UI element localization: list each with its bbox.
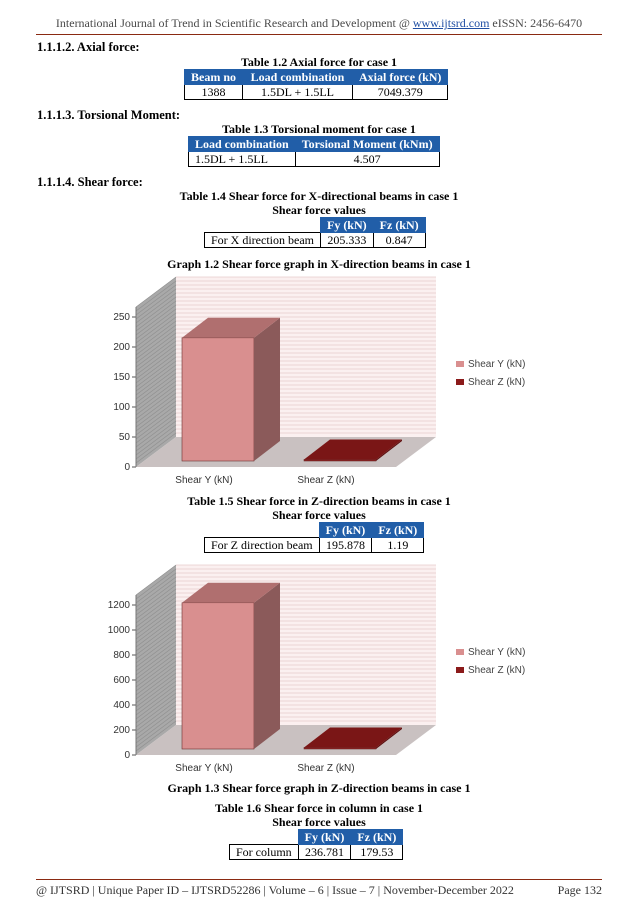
x-tick-label: Shear Y (kN) bbox=[175, 763, 233, 774]
legend-swatch bbox=[456, 379, 464, 385]
table-corner bbox=[230, 830, 299, 845]
table-cell: 0.847 bbox=[373, 233, 425, 248]
table-1-6-subcaption: Shear force values bbox=[272, 815, 366, 829]
x-tick-label: Shear Y (kN) bbox=[175, 475, 233, 486]
y-tick-label: 150 bbox=[113, 372, 130, 383]
graph-1-3-caption: Graph 1.3 Shear force graph in Z-direction beams in case 1 bbox=[167, 781, 471, 795]
page-footer bbox=[36, 883, 602, 898]
x-tick-label: Shear Z (kN) bbox=[297, 475, 355, 486]
y-tick-label: 0 bbox=[124, 462, 130, 473]
table-cell: 1.5DL + 1.5LL bbox=[189, 152, 296, 167]
header-rule bbox=[36, 34, 602, 35]
page-number: Page 132 bbox=[557, 883, 602, 897]
bar-side bbox=[254, 318, 280, 461]
table-corner bbox=[205, 218, 321, 233]
table-row bbox=[205, 538, 424, 553]
legend-label: Shear Y (kN) bbox=[468, 647, 526, 658]
bar-front bbox=[304, 460, 376, 462]
legend-label: Shear Z (kN) bbox=[468, 665, 526, 676]
table-corner bbox=[205, 523, 320, 538]
graph-1-2-caption: Graph 1.2 Shear force graph in X-direction beams in case 1 bbox=[167, 257, 471, 271]
table-cell: For Z direction beam bbox=[205, 538, 320, 553]
table-cell: For X direction beam bbox=[205, 233, 321, 248]
y-tick-label: 50 bbox=[118, 432, 130, 443]
bar-front bbox=[182, 603, 254, 749]
bar-front bbox=[304, 748, 376, 750]
table-header-cell: Fz (kN) bbox=[351, 830, 403, 845]
table-1-3-caption: Table 1.3 Torsional moment for case 1 bbox=[222, 122, 416, 136]
table-cell: 7049.379 bbox=[352, 85, 447, 100]
table-cell: 1388 bbox=[185, 85, 243, 100]
table-header-cell: Torsional Moment (kNm) bbox=[295, 137, 439, 152]
table-1-4-caption: Table 1.4 Shear force for X-directional beams in case 1 bbox=[179, 189, 459, 203]
table-cell: For column bbox=[230, 845, 299, 860]
table-header-cell: Axial force (kN) bbox=[352, 70, 447, 85]
legend-swatch bbox=[456, 667, 464, 673]
header-text: International Journal of Trend in Scientific Research and Development @ bbox=[55, 16, 413, 30]
section-heading-shear: 1.1.1.4. Shear force: bbox=[37, 175, 143, 189]
table-row bbox=[189, 152, 440, 167]
table-1-6 bbox=[229, 829, 403, 860]
table-row bbox=[230, 845, 403, 860]
shear-chart-z-direction bbox=[100, 560, 540, 780]
footer-citation: @ IJTSRD | Unique Paper ID – IJTSRD52286 | Volume – 6 | Issue – 7 | November-December 2022 bbox=[36, 883, 514, 897]
y-tick-label: 800 bbox=[113, 650, 130, 661]
bar-front bbox=[182, 338, 254, 461]
journal-link[interactable]: www.ijtsrd.com bbox=[412, 16, 490, 30]
table-1-2-caption: Table 1.2 Axial force for case 1 bbox=[240, 55, 398, 69]
legend-label: Shear Y (kN) bbox=[468, 359, 526, 370]
table-1-6-caption: Table 1.6 Shear force in column in case 1 bbox=[214, 801, 424, 815]
table-1-4 bbox=[204, 217, 426, 248]
table-row bbox=[205, 233, 426, 248]
y-tick-label: 1200 bbox=[107, 600, 130, 611]
table-header-cell: Load combination bbox=[243, 70, 353, 85]
table-header-cell: Beam no bbox=[185, 70, 243, 85]
table-header-cell: Fy (kN) bbox=[298, 830, 351, 845]
shear-chart-x-direction bbox=[100, 272, 540, 492]
table-cell: 1.19 bbox=[372, 538, 424, 553]
y-tick-label: 400 bbox=[113, 700, 130, 711]
y-tick-label: 1000 bbox=[107, 625, 130, 636]
table-1-3 bbox=[188, 136, 440, 167]
y-tick-label: 0 bbox=[124, 750, 130, 761]
table-row bbox=[185, 85, 448, 100]
section-heading-axial: 1.1.1.2. Axial force: bbox=[37, 40, 140, 54]
table-cell: 205.333 bbox=[320, 233, 373, 248]
table-1-4-subcaption: Shear force values bbox=[272, 203, 366, 217]
x-tick-label: Shear Z (kN) bbox=[297, 763, 355, 774]
bar-side bbox=[254, 583, 280, 749]
table-cell: 1.5DL + 1.5LL bbox=[243, 85, 353, 100]
y-tick-label: 250 bbox=[113, 312, 130, 323]
table-cell: 179.53 bbox=[351, 845, 403, 860]
y-tick-label: 200 bbox=[113, 725, 130, 736]
legend-label: Shear Z (kN) bbox=[468, 377, 526, 388]
y-tick-label: 200 bbox=[113, 342, 130, 353]
table-header-cell: Fy (kN) bbox=[319, 523, 372, 538]
legend-swatch bbox=[456, 649, 464, 655]
table-cell: 195.878 bbox=[319, 538, 372, 553]
y-tick-label: 100 bbox=[113, 402, 130, 413]
table-1-5-caption: Table 1.5 Shear force in Z-direction beams in case 1 bbox=[187, 494, 451, 508]
table-cell: 236.781 bbox=[298, 845, 351, 860]
table-cell: 4.507 bbox=[295, 152, 439, 167]
table-header-cell: Fy (kN) bbox=[320, 218, 373, 233]
header-issn: eISSN: 2456-6470 bbox=[489, 16, 583, 30]
section-heading-torsion: 1.1.1.3. Torsional Moment: bbox=[37, 108, 181, 122]
table-header-cell: Fz (kN) bbox=[373, 218, 425, 233]
footer-rule bbox=[36, 879, 602, 880]
running-header bbox=[0, 16, 638, 31]
table-1-5-subcaption: Shear force values bbox=[272, 508, 366, 522]
table-header-cell: Load combination bbox=[189, 137, 296, 152]
table-1-5 bbox=[204, 522, 424, 553]
table-header-cell: Fz (kN) bbox=[372, 523, 424, 538]
y-tick-label: 600 bbox=[113, 675, 130, 686]
legend-swatch bbox=[456, 361, 464, 367]
table-1-2 bbox=[184, 69, 448, 100]
